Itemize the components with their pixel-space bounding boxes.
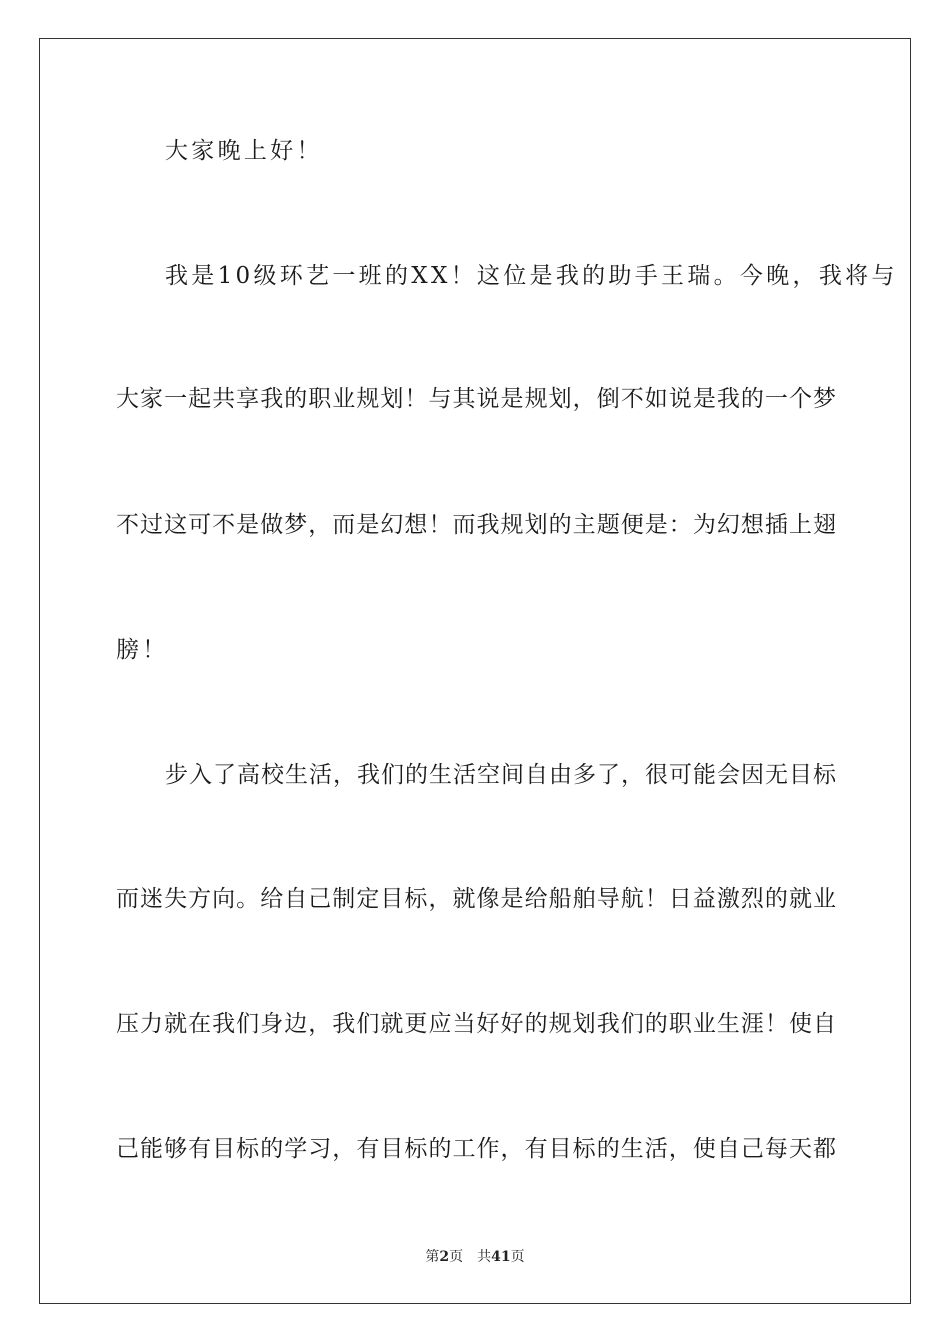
paragraph-line-2: 大家一起共享我的职业规划！与其说是规划，倒不如说是我的一个梦: [116, 386, 836, 412]
paragraph-greeting: 大家晚上好！: [165, 138, 323, 164]
paragraph-line-4: 膀！: [116, 637, 169, 663]
footer-page-number: 2: [439, 1249, 450, 1265]
footer-page-prefix: 第: [425, 1249, 440, 1265]
paragraph-line-5: 步入了高校生活，我们的生活空间自由多了，很可能会因无目标: [165, 762, 836, 788]
footer-total-pages: 41: [491, 1249, 511, 1265]
page-footer: [0, 1248, 950, 1266]
paragraph-line-1: 我是10级环艺一班的XX！这位是我的助手王瑞。今晚，我将与: [165, 263, 898, 289]
page-frame: [39, 38, 911, 1304]
footer-total-prefix: 共: [477, 1249, 492, 1265]
paragraph-line-8: 己能够有目标的学习，有目标的工作，有目标的生活，使自己每天都: [116, 1136, 836, 1162]
paragraph-line-6: 而迷失方向。给自己制定目标，就像是给船舶导航！日益激烈的就业: [116, 886, 836, 912]
paragraph-line-7: 压力就在我们身边，我们就更应当好好的规划我们的职业生涯！使自: [116, 1011, 836, 1037]
footer-total-suffix: 页: [510, 1249, 525, 1265]
paragraph-line-3: 不过这可不是做梦，而是幻想！而我规划的主题便是：为幻想插上翅: [116, 512, 836, 538]
footer-page-suffix: 页: [449, 1249, 464, 1265]
